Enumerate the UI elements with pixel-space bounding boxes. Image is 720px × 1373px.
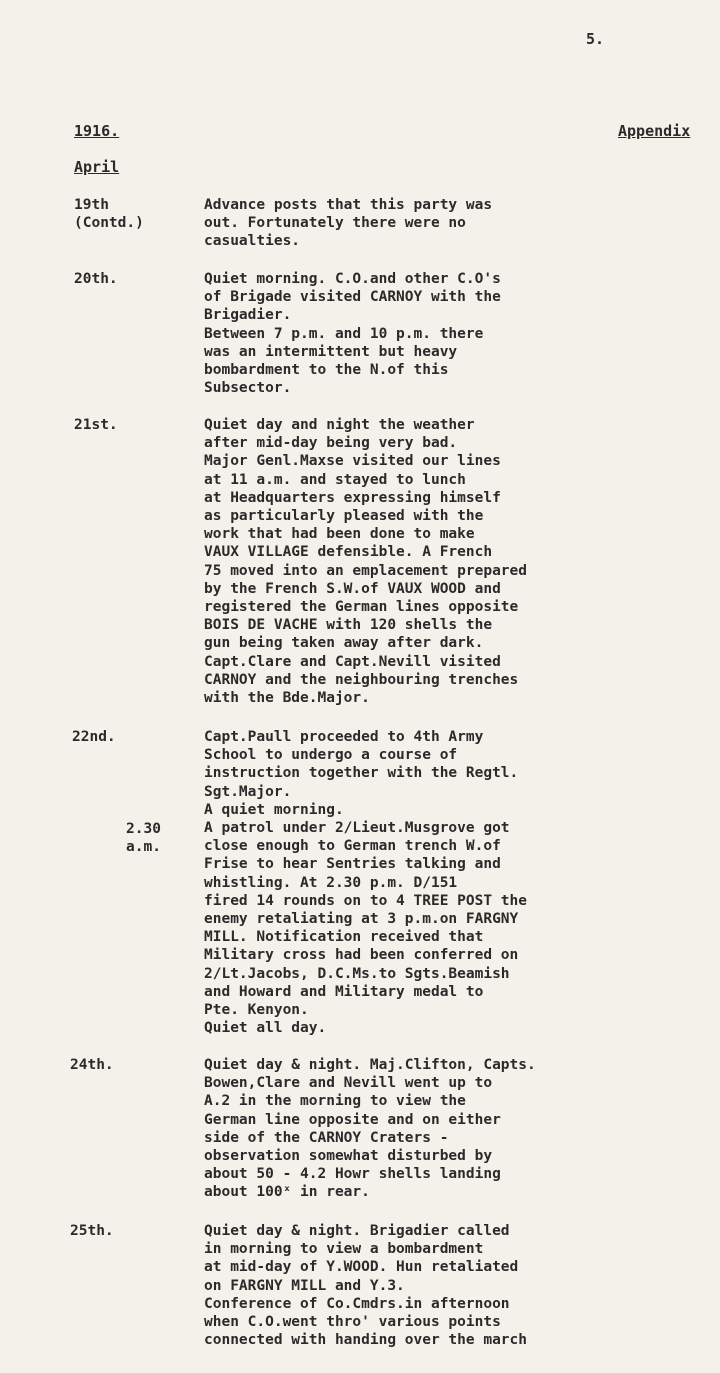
entry-date: 25th. — [70, 1223, 114, 1239]
entry-date: 19th (Contd.) — [74, 197, 144, 231]
page-number: 5. — [586, 30, 605, 48]
entry-date: 20th. — [74, 271, 118, 287]
entry-text: Capt.Paull proceeded to 4th Army School to undergo a course of instruction together with the Regtl. Sgt.Major. A quiet morning. A patrol under 2/Lieut.Musgrove got close enough to German trench W.of Frise to hear Sentries talking and whistling. At 2.30 p.m. D/151 fired 14 rounds on to 4 TREE POST the enemy retaliating at 3 p.m.on FARGNY MILL. Notification received that Military cross had been conferred on 2/Lt.Jacobs, D.C.Ms.to Sgts.Beamish and Howard and Military medal to Pte. Kenyon. Quiet all day. — [204, 729, 528, 1037]
entry-date: 21st. — [74, 417, 118, 433]
year-heading: 1916. — [74, 122, 120, 140]
entry-text: Advance posts that this party was out. Fortunately there were no casualties. — [204, 197, 493, 250]
entry-text: Quiet day & night. Brigadier called in morning to view a bombardment at mid-day of Y.WOOD. Hun retaliated on FARGNY MILL and Y.3. Conference of Co.Cmdrs.in afternoon when C.O.went thro' various points connected with handing over the march — [204, 1223, 528, 1349]
month-heading: April — [74, 158, 120, 176]
entry-date: 24th. — [70, 1057, 114, 1073]
entry-text: Quiet day & night. Maj.Clifton, Capts. Bowen,Clare and Nevill went up to A.2 in the morning to view the German line opposite and on either side of the CARNOY Craters - observation somewhat disturbed by about 50 - 4.2 Howr shells landing about 100ˣ in rear. — [204, 1057, 536, 1201]
entry-text: Quiet day and night the weather after mid-day being very bad. Major Genl.Maxse visited our lines at 11 a.m. and stayed to lunch at Headquarters expressing himself as particularly pleased with the work that had been done to make VAUX VILLAGE defensible. A French 75 moved into an emplacement prepared by the French S.W.of VAUX WOOD and registered the German lines opposite BOIS DE VACHE with 120 shells the gun being taken away after dark. Capt.Clare and Capt.Nevill visited CARNOY and the neighbouring trenches with the Bde.Major. — [204, 417, 528, 707]
entry-text: Quiet morning. C.O.and other C.O's of Brigade visited CARNOY with the Brigadier. Between 7 p.m. and 10 p.m. there was an intermittent but heavy bombardment to the N.of this Subsector. — [204, 271, 501, 397]
appendix-heading: Appendix — [618, 122, 691, 140]
entry-time: 2.30 a.m. — [126, 821, 161, 855]
entry-date: 22nd. — [72, 729, 116, 745]
